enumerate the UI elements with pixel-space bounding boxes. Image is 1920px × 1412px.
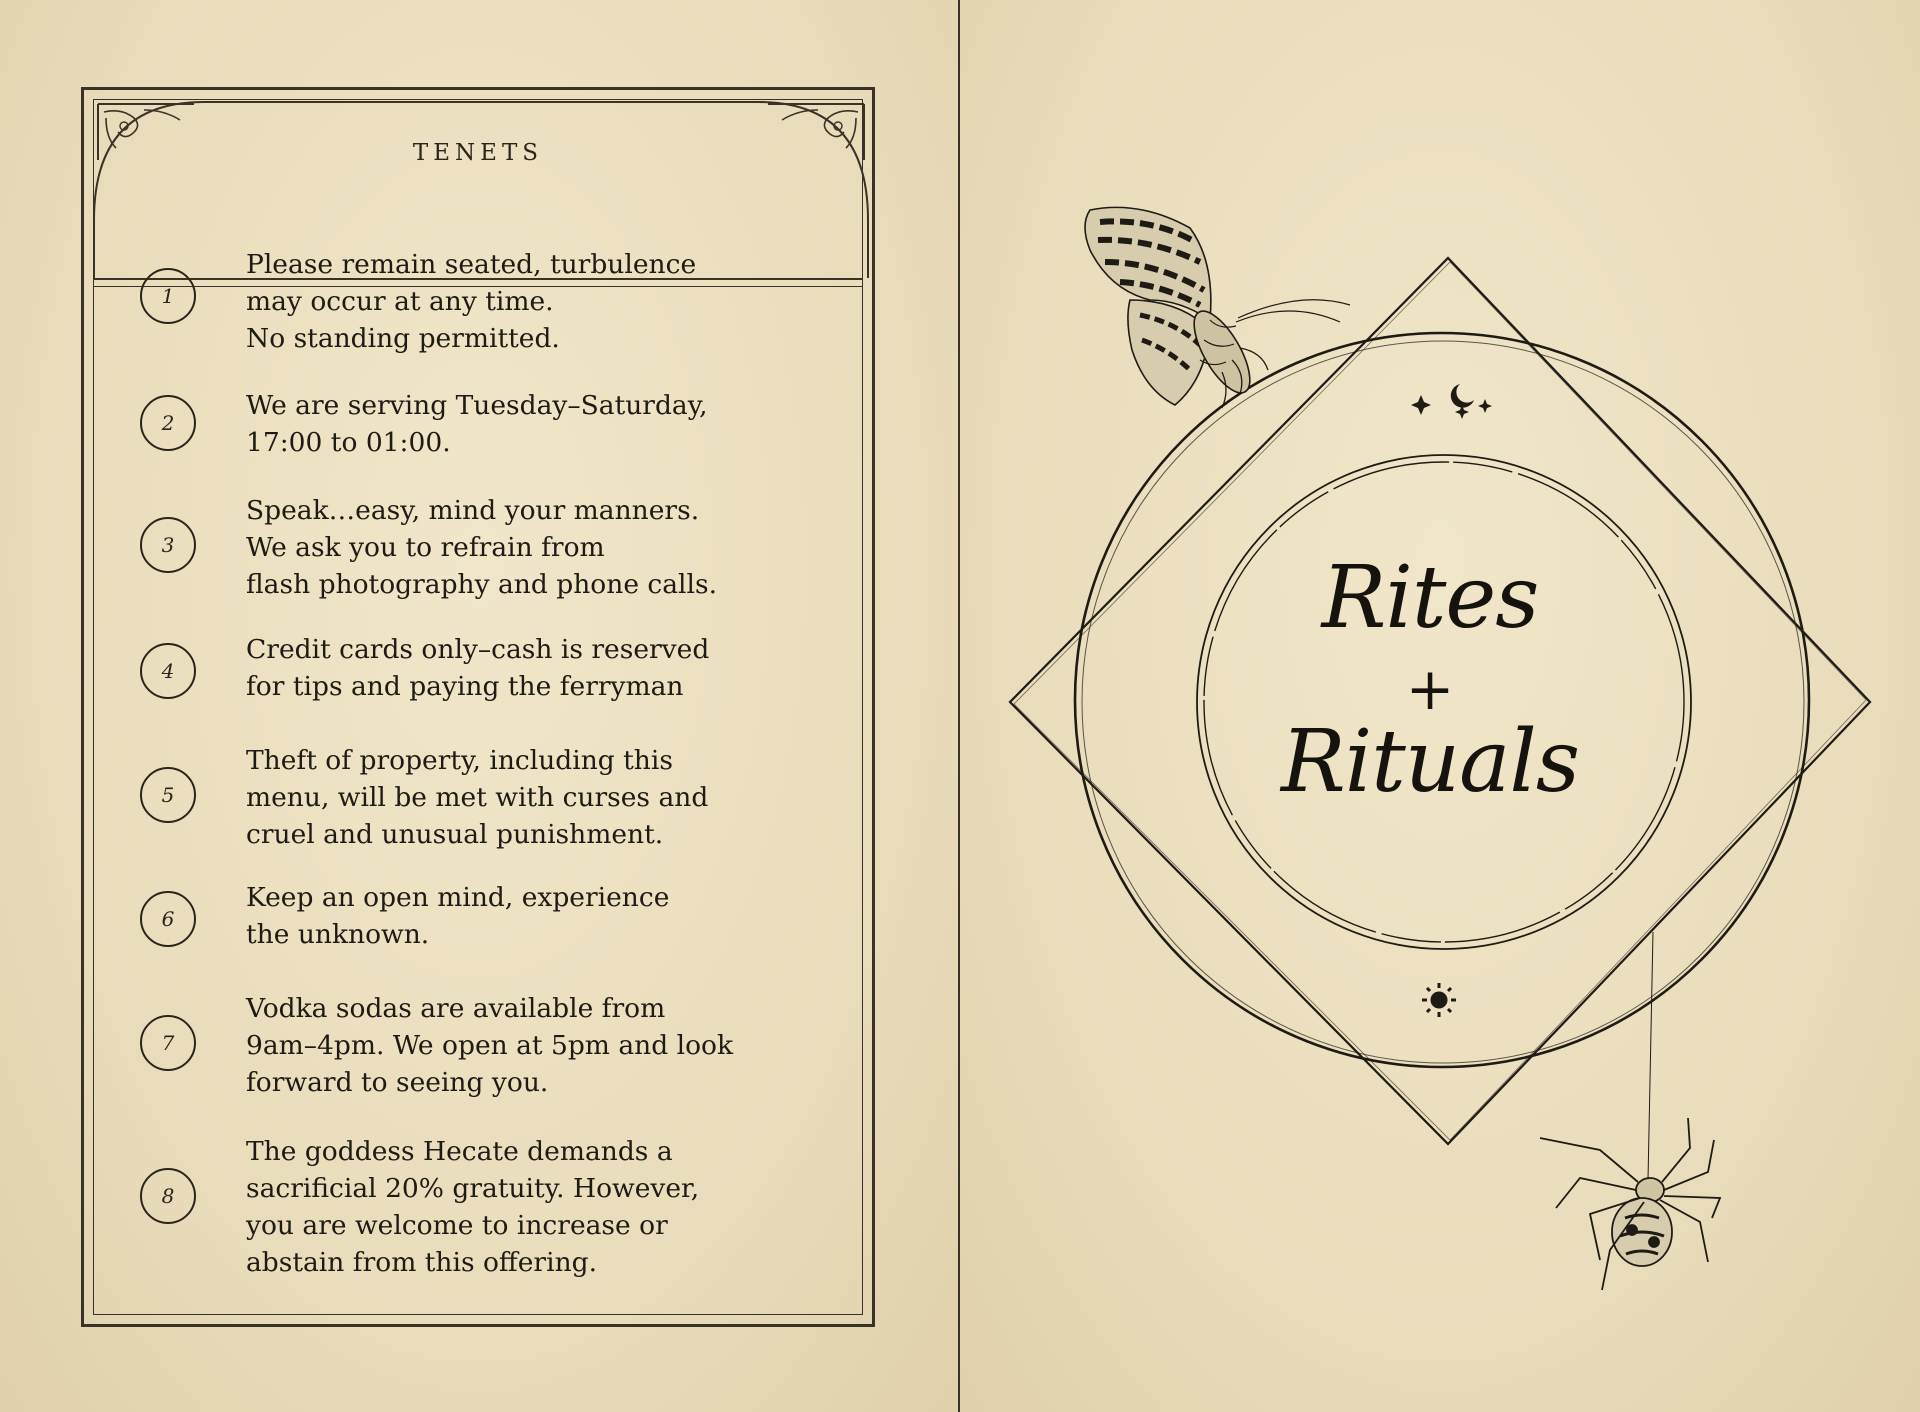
moth-illustration	[1085, 207, 1350, 408]
spider-illustration	[1540, 1118, 1720, 1290]
cover-title-plus: +	[1405, 655, 1455, 723]
cover-title-rituals: Rituals	[1280, 712, 1580, 812]
tenet-text: Keep an open mind, experience the unknown.	[246, 882, 670, 950]
tenet-number-badge: 5	[140, 767, 196, 823]
tenet-text: Credit cards only–cash is reserved for tips and paying the ferryman	[246, 634, 710, 702]
cover-title-rites: Rites	[1321, 548, 1539, 648]
tenet-text: Vodka sodas are available from 9am–4pm. We open at 5pm and look forward to seeing you.	[246, 993, 734, 1098]
tenet-number-badge: 8	[140, 1168, 196, 1224]
sun-icon	[1422, 983, 1456, 1017]
tenet-text: Please remain seated, turbulence may occur at any time. No standing permitted.	[246, 249, 697, 354]
tenet-text: We are serving Tuesday–Saturday, 17:00 to 01:00.	[246, 390, 708, 458]
tenet-number-badge: 1	[140, 268, 196, 324]
tenet-number-badge: 7	[140, 1015, 196, 1071]
tenet-number-badge: 3	[140, 517, 196, 573]
tenet-text: Theft of property, including this menu, will be met with curses and cruel and unusual punishment.	[246, 745, 709, 850]
tenet-number-badge: 4	[140, 643, 196, 699]
tenet-number-badge: 6	[140, 891, 196, 947]
tenet-number-badge: 2	[140, 395, 196, 451]
tenet-text: Speak…easy, mind your manners. We ask you to refrain from flash photography and phone calls.	[246, 495, 718, 600]
moon-stars-icon	[1411, 384, 1492, 419]
tenets-title: TENETS	[412, 140, 544, 166]
tenet-text: The goddess Hecate demands a sacrificial 20% gratuity. However, you are welcome to increase or abstain from this offering.	[246, 1136, 700, 1278]
